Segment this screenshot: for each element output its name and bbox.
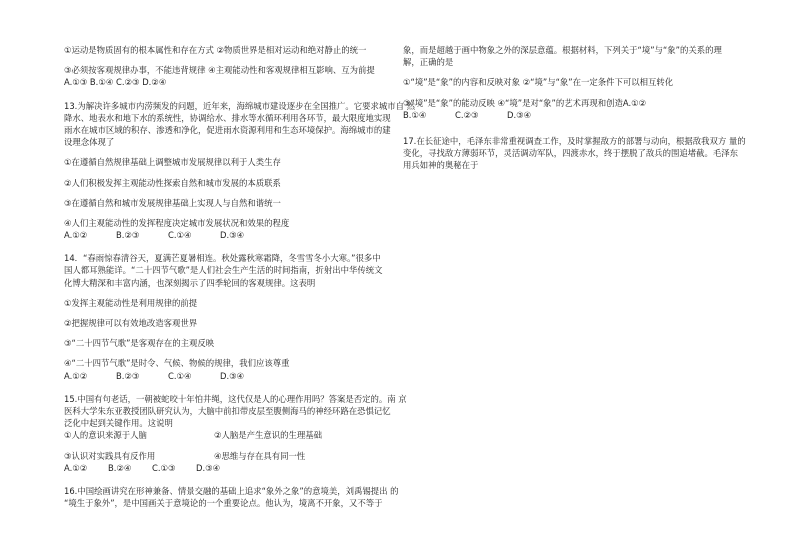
q14-option-2: ②把握规律可以有效地改造客观世界 bbox=[64, 318, 198, 328]
question-14 bbox=[64, 252, 394, 382]
q14-option-1: ①发挥主观能动性是利用规律的前提 bbox=[64, 297, 198, 308]
q13-option-3: ③在遵循自然和城市发展规律基础上实现人与自然和谐统一 bbox=[64, 197, 281, 208]
q12-option-line-1: ①运动是物质固有的根本属性和存在方式 ②物质世界是相对运动和绝对静止的统一 bbox=[64, 45, 367, 55]
q17-stem-line-3: 用兵如神的奥秘在于 bbox=[403, 160, 479, 171]
q15-stem-line-2: 医科大学朱东亚教授团队研究认为，大脑中前扣带皮层至腹侧海马的神经环路在恐惧记忆 bbox=[64, 405, 391, 416]
q15-option-2: ②人脑是产生意识的生理基础 bbox=[214, 430, 323, 441]
q12-option-line-2: ③必须按客观规律办事，不能违背规律 ④主观能动性和客观规律相互影响、互为前提 bbox=[64, 65, 375, 76]
q13-option-1: ①在遵循自然规律基础上调整城市发展规律以利于人类生存 bbox=[64, 157, 281, 168]
q15-answer-b: B.②④ bbox=[108, 462, 132, 473]
q16-cont-line-2: 解，正确的是 bbox=[403, 57, 454, 68]
q15-option-1: ①人的意识来源于人脑 bbox=[64, 430, 147, 441]
q14-stem-line-3: 化博大精深和丰富内涵，也深刻揭示了四季轮回的客观规律。这表明 bbox=[64, 277, 316, 288]
question-17 bbox=[403, 135, 746, 172]
q15-answers bbox=[64, 462, 394, 474]
q15-option-4: ④思维与存在具有同一性 bbox=[214, 450, 306, 461]
q14-answer-c: C.①④ bbox=[168, 370, 192, 381]
q13-answer-d: D.③④ bbox=[220, 230, 245, 241]
q15-option-3: ③认识对实践具有反作用 bbox=[64, 450, 156, 461]
question-16-continued bbox=[403, 44, 733, 121]
q16-option-line-2: ③“境”是“象”的能动反映 ④“境”是对“象”的艺术再现和创造A.①② bbox=[403, 97, 647, 108]
q13-stem-line-4: 设理念体现了 bbox=[64, 137, 115, 148]
q14-option-3: ③“二十四节气歌”是客观存在的主观反映 bbox=[64, 338, 215, 349]
q14-answers bbox=[64, 370, 394, 382]
question-12-options bbox=[64, 44, 394, 89]
q15-options-row-1 bbox=[64, 429, 394, 441]
q16-answer-b: B.①④ bbox=[403, 109, 427, 120]
q17-stem-line-1: 17.在长征途中，毛泽东非常重视调查工作，及时掌握敌方的部署与动向，根据敌我双方 量的 bbox=[403, 135, 746, 146]
q13-stem-line-2: 降水、地表水和地下水的系统性，协调给水、排水等水循环利用各环节，最大限度地实现 bbox=[64, 112, 391, 123]
q13-answers bbox=[64, 229, 394, 241]
question-16 bbox=[64, 485, 399, 509]
q15-answer-c: C.①③ bbox=[152, 462, 176, 473]
q16-answers bbox=[403, 109, 733, 121]
right-column bbox=[403, 44, 746, 172]
q14-stem-line-2: 国人都耳熟能详。“二十四节气歌”是人们社会生产生活的时间指南，折射出中华传统文 bbox=[64, 265, 383, 276]
q16-option-line-1: ①“境”是“象”的内容和反映对象 ②“境”与“象”在一定条件下可以相互转化 bbox=[403, 77, 674, 88]
left-column bbox=[64, 44, 415, 509]
q15-stem-line-3: 泛化中起到关键作用。这说明 bbox=[64, 418, 173, 429]
q13-answer-c: C.①④ bbox=[168, 230, 192, 241]
q15-options-row-2 bbox=[64, 450, 394, 462]
q15-stem-line-1: 15.中国有句老话，一朝被蛇咬十年怕井绳，这代仅是人的心理作用吗？答案是否定的。南 京 bbox=[64, 393, 407, 404]
q14-answer-b: B.②③ bbox=[116, 370, 140, 381]
q15-answer-a: A.①② bbox=[64, 462, 88, 473]
q13-option-4: ④人们主观能动性的发挥程度决定城市发展状况和效果的程度 bbox=[64, 217, 290, 228]
q14-answer-a: A.①② bbox=[64, 370, 88, 381]
q12-answers: A.①③ B.①④ C.②③ D.②④ bbox=[64, 77, 167, 88]
q13-stem-line-1: 13.为解决许多城市内涝频发的问题，近年来，海绵城市建设逐步在全国推广。它要求城市自 然 bbox=[64, 100, 415, 111]
q16-cont-line-1: 象，而是超越于画中物象之外的深层意蕴。根据材料，下列关于“境”与“象”的关系的理 bbox=[403, 45, 722, 55]
q13-option-2: ②人们积极发挥主观能动性探索自然和城市发展的本质联系 bbox=[64, 177, 281, 188]
q14-option-4: ④“二十四节气歌”是时令、气候、物候的规律，我们应该尊重 bbox=[64, 358, 290, 369]
q16-stem-line-1: 16.中国绘画讲究在形神兼备、情景交融的基础上追求“象外之象”的意境美，刘禹锡提出 的 bbox=[64, 485, 399, 496]
q13-answer-b: B.②③ bbox=[116, 230, 140, 241]
q14-stem-line-1: 14．“春雨惊春清谷天，夏满芒夏暑相连。秋处露秋寒霜降，冬雪雪冬小大寒。”很多中 bbox=[64, 253, 381, 264]
q13-stem-line-3: 雨水在城市区域的积存、渗透和净化，促进雨水资源利用和生态环境保护。海绵城市的建 bbox=[64, 124, 391, 135]
q16-stem-line-2: “境生于象外”，是中国画关于意境论的一个重要论点。他认为，境离不开象，又不等于 bbox=[64, 498, 383, 509]
q14-answer-d: D.③④ bbox=[220, 370, 245, 381]
q13-answer-a: A.①② bbox=[64, 230, 88, 241]
q16-answer-d: D.③④ bbox=[507, 109, 532, 120]
question-15 bbox=[64, 393, 407, 474]
q15-answer-d: D.③④ bbox=[196, 462, 221, 473]
q17-stem-line-2: 变化，寻找敌方薄弱环节，灵活调动军队，四渡赤水，终于摆脱了敌兵的围追堵截。毛泽东 bbox=[403, 148, 738, 159]
q16-answer-c: C.②③ bbox=[455, 109, 479, 120]
